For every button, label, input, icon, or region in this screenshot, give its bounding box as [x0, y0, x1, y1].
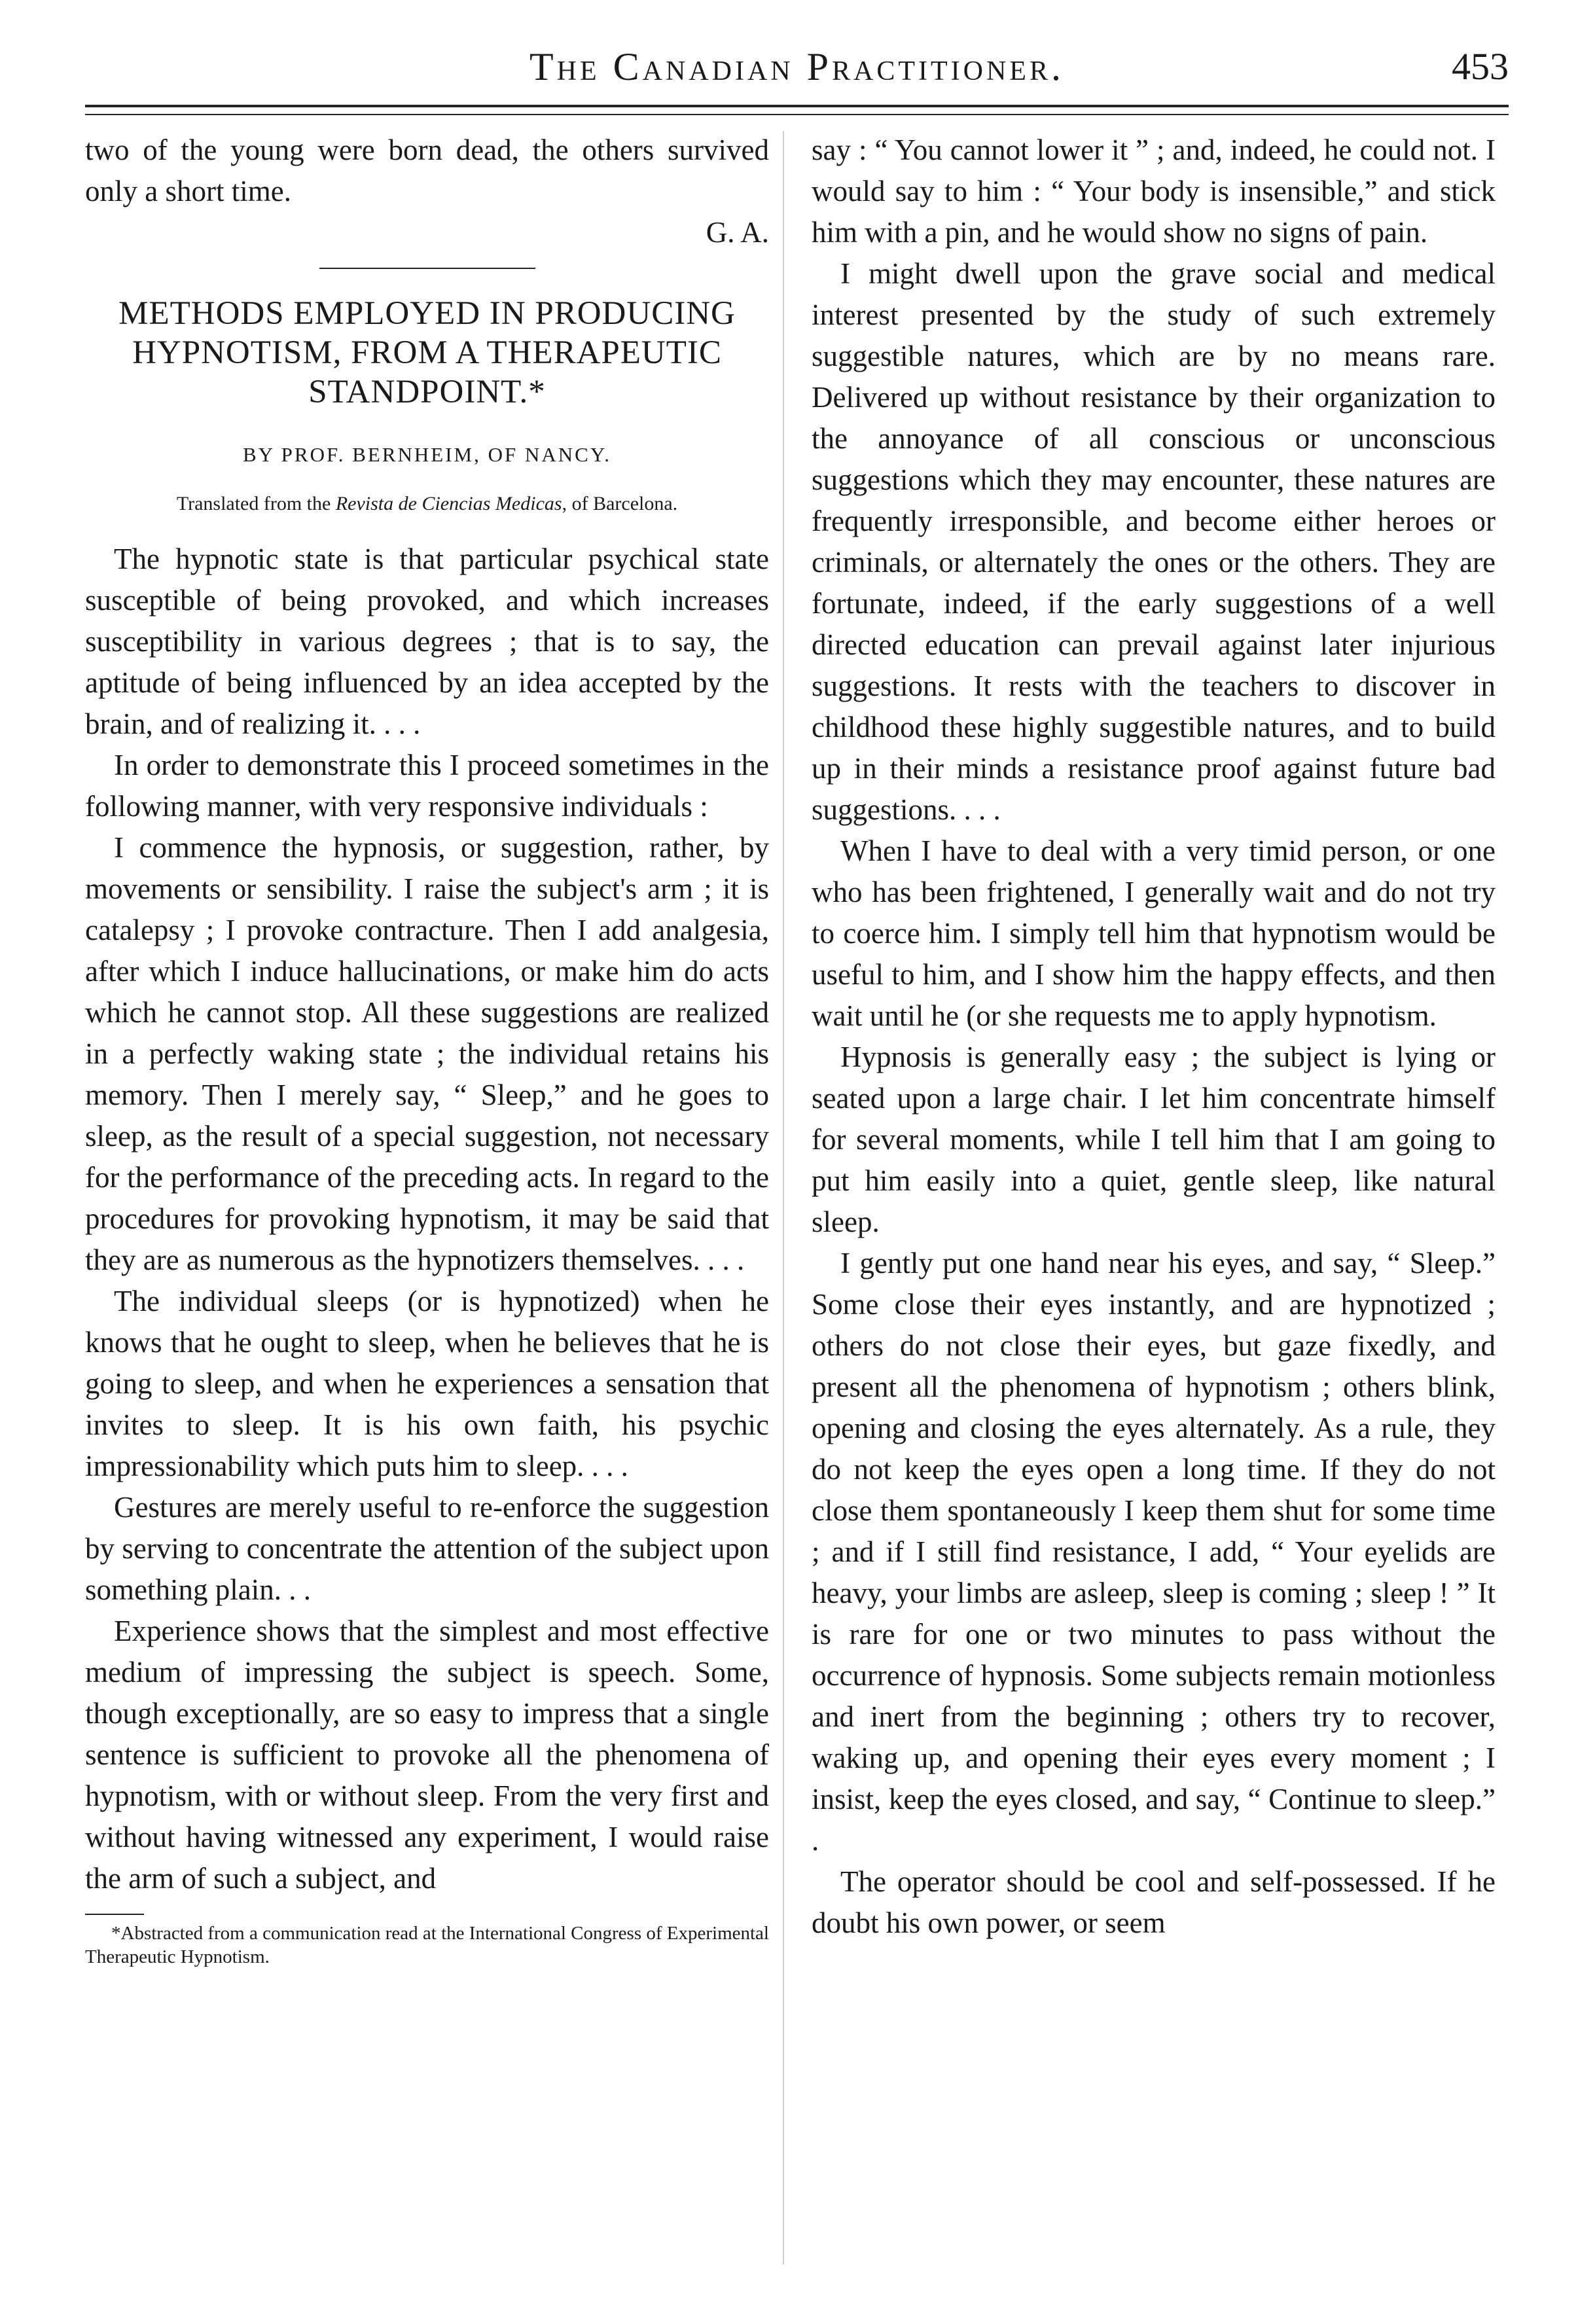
article-paragraph: The individual sleeps (or is hypnotized) when he knows that he ought to sleep, when he believes that he is going to sleep, and when he experiences a sensation that invites to sleep. It is his own faith, his psychic impressionability which puts him to sleep. . . .: [85, 1285, 769, 1482]
running-head: [85, 38, 1509, 97]
article-byline: BY PROF. BERNHEIM, OF NANCY.: [243, 443, 611, 466]
translation-source: Revista de Ciencias Medicas: [335, 493, 562, 514]
article-paragraph: In order to demonstrate this I proceed sometimes in the following manner, with very responsive individuals :: [85, 749, 769, 823]
footnote: *Abstracted from a communication read at the International Congress of Experimental Therapeutic Hypnotism.: [85, 1923, 769, 1967]
article-paragraph: I might dwell upon the grave social and medical interest presented by the study of such extremely suggestible natures, which are by no means rare. Delivered up without resistance by their organization to the annoyance of all conscious or unconscious suggestions which they may encounter, these natures are frequently irresponsible, and become either heroes or criminals, or alternately the ones or the others. They are fortunate, indeed, if the early suggestions of a well directed education can prevail against later injurious suggestions. It rests with the teachers to discover in childhood these highly suggestible natures, and to build up in their minds a resistance proof against future bad suggestions. . . .: [812, 257, 1496, 826]
article-paragraph: When I have to deal with a very timid person, or one who has been frightened, I generally wait and do not try to coerce him. I simply tell him that hypnotism would be useful to him, and I show him the happy effects, and then wait until he (or she requests me to apply hypnotism.: [812, 834, 1496, 1032]
translation-note: [85, 483, 769, 524]
footnote-rule: [85, 1914, 144, 1915]
column-divider: [783, 131, 784, 2264]
page-number: 453: [1452, 45, 1509, 88]
article-paragraph: Gestures are merely useful to re-enforce the suggestion by serving to concentrate the attention of the subject upon something plain. . .: [85, 1491, 769, 1606]
article-title: METHODS EMPLOYED IN PRODUCING HYPNOTISM, FROM A THERAPEUTIC STANDPOINT.*: [118, 295, 736, 410]
article-paragraph: I gently put one hand near his eyes, and say, “ Sleep.” Some close their eyes instantly, and are hypnotized ; others do not close their eyes, but gaze fixedly, and present all the phenomena of hypnotism ; others blink, opening and closing the eyes alternately. As a rule, they do not keep the eyes open a long time. If they do not close them spontaneously I keep them shut for some time ; and if I still find resistance, I add, “ Your eyelids are heavy, your limbs are asleep, sleep is coming ; sleep ! ” It is rare for one or two minutes to pass without the occurrence of hypnosis. Some subjects remain motionless and inert from the beginning ; others try to recover, waking up, and opening their eyes every moment ; I insist, keep the eyes closed, and say, “ Continue to sleep.” .: [812, 1247, 1496, 1857]
section-separator: [319, 268, 535, 269]
article-paragraph: say : “ You cannot lower it ” ; and, indeed, he could not. I would say to him : “ Your body is insensible,” and stick him with a pin, and he would show no signs of pain.: [812, 134, 1496, 249]
left-column: [85, 130, 769, 1969]
article-paragraph: The operator should be cool and self-possessed. If he doubt his own power, or seem: [812, 1865, 1496, 1939]
header-rule-thin: [85, 114, 1509, 115]
carryover-paragraph: two of the young were born dead, the others survived only a short time.: [85, 134, 769, 207]
signoff-initials: G. A.: [706, 216, 769, 249]
article-paragraph: The hypnotic state is that particular psychical state susceptible of being provoked, and which increases susceptibility in various degrees ; that is to say, the aptitude of being influenced by an idea accepted by the brain, and of realizing it. . . .: [85, 543, 769, 740]
article-paragraph: Hypnosis is generally easy ; the subject is lying or seated upon a large chair. I let him concentrate himself for several moments, while I tell him that I am going to put him easily into a quiet, gentle sleep, like natural sleep.: [812, 1041, 1496, 1238]
article-paragraph: I commence the hypnosis, or suggestion, rather, by movements or sensibility. I raise the subject's arm ; it is catalepsy ; I provoke contracture. Then I add analgesia, after which I induce hallucinations, or make him do acts which he cannot stop. All these suggestions are realized in a perfectly waking state ; the individual retains his memory. Then I merely say, “ Sleep,” and he goes to sleep, as the result of a special suggestion, not necessary for the performance of the preceding acts. In regard to the procedures for provoking hypnotism, it may be said that they are as numerous as the hypnotizers themselves. . . .: [85, 831, 769, 1276]
translation-prefix: Translated from the: [176, 493, 336, 514]
right-column: [812, 130, 1496, 1944]
translation-suffix: , of Barcelona.: [562, 493, 678, 514]
article-paragraph: Experience shows that the simplest and most effective medium of impressing the subject is speech. Some, though exceptionally, are so easy to impress that a single sentence is sufficient to provoke all the phenomena of hypnotism, with or without sleep. From the very first and without having witnessed any experiment, I would raise the arm of such a subject, and: [85, 1615, 769, 1895]
running-title: The Canadian Practitioner.: [529, 45, 1064, 88]
header-rule-thick: [85, 105, 1509, 107]
